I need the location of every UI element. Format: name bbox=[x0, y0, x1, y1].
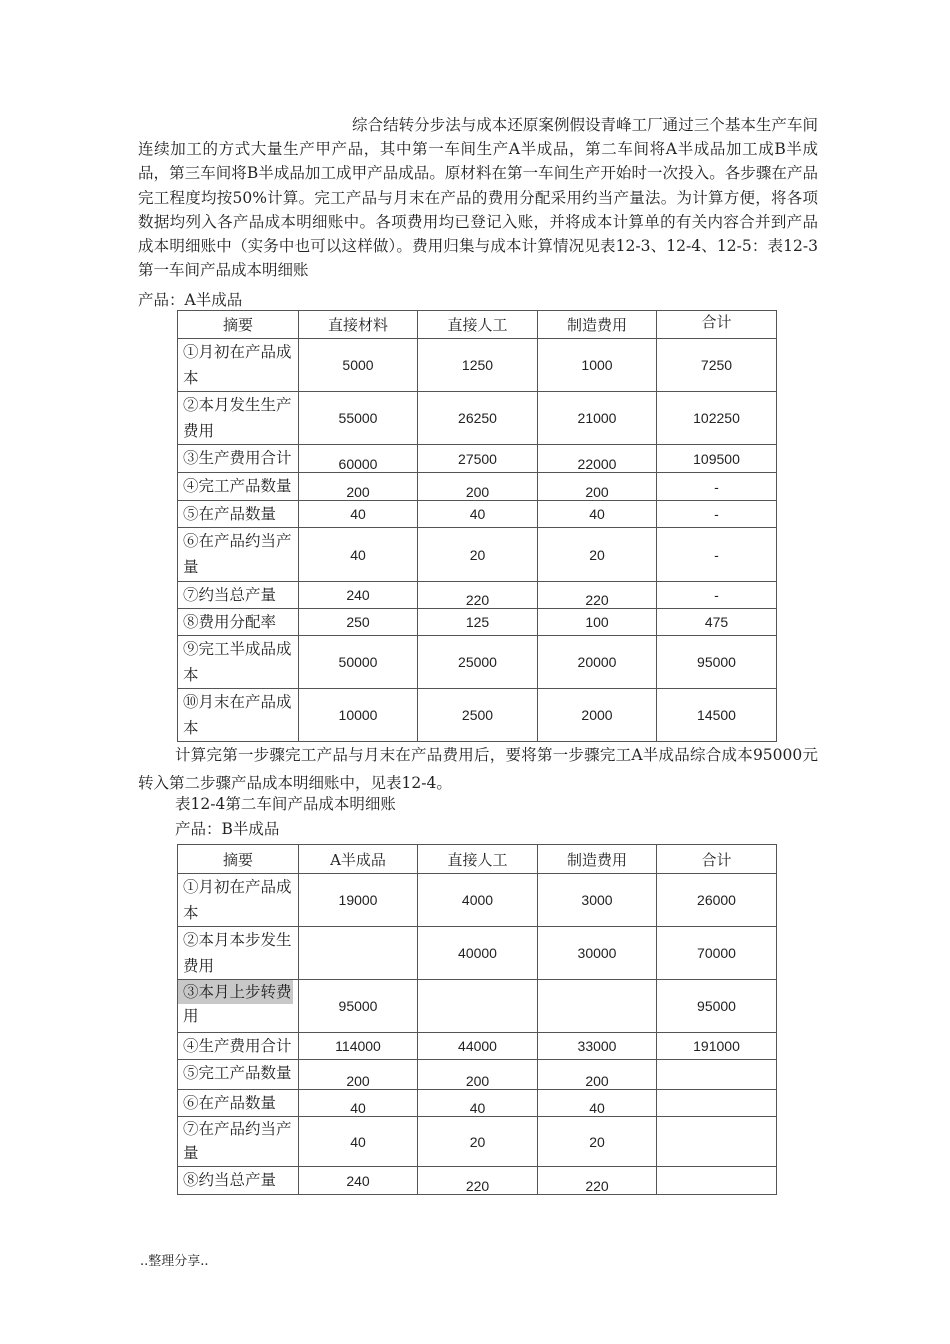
table-header-row bbox=[178, 311, 777, 339]
cell: 475 bbox=[657, 609, 777, 636]
cell: 27500 bbox=[418, 445, 538, 473]
cell: - bbox=[657, 528, 777, 582]
cell bbox=[657, 1090, 777, 1117]
cell: 20 bbox=[418, 528, 538, 582]
table-row bbox=[178, 392, 777, 445]
table2-product-label: 产品：B半成品 bbox=[175, 820, 280, 838]
table-row bbox=[178, 609, 777, 636]
cell: 220 bbox=[418, 582, 538, 609]
cell: 26000 bbox=[657, 874, 777, 927]
row-label-highlighted bbox=[178, 980, 299, 1033]
cell: 200 bbox=[299, 1060, 418, 1090]
row-label: ①月初在产品成本 bbox=[178, 339, 299, 392]
table-row bbox=[178, 473, 777, 501]
cell: 40 bbox=[299, 1117, 418, 1167]
row-label: ⑤完工产品数量 bbox=[178, 1060, 299, 1090]
row-label: ⑤在产品数量 bbox=[178, 501, 299, 528]
table-row bbox=[178, 445, 777, 473]
row-label: ⑩月末在产品成本 bbox=[178, 689, 299, 742]
table-row bbox=[178, 1090, 777, 1117]
cell: 40000 bbox=[418, 927, 538, 980]
cell: 1000 bbox=[538, 339, 657, 392]
cell: 55000 bbox=[299, 392, 418, 445]
header-cell: 摘要 bbox=[178, 845, 299, 874]
table-row bbox=[178, 689, 777, 742]
cell: 1250 bbox=[418, 339, 538, 392]
cell: 20 bbox=[538, 1117, 657, 1167]
cell: 2500 bbox=[418, 689, 538, 742]
cell: 20000 bbox=[538, 636, 657, 689]
cell: 44000 bbox=[418, 1033, 538, 1060]
table-row bbox=[178, 636, 777, 689]
cell: 95000 bbox=[657, 636, 777, 689]
cell bbox=[657, 1117, 777, 1167]
cell: 70000 bbox=[657, 927, 777, 980]
cell: 4000 bbox=[418, 874, 538, 927]
cell: 114000 bbox=[299, 1033, 418, 1060]
cell: 21000 bbox=[538, 392, 657, 445]
cell: 240 bbox=[299, 582, 418, 609]
cell: 200 bbox=[299, 473, 418, 501]
cell: 33000 bbox=[538, 1033, 657, 1060]
table-row bbox=[178, 874, 777, 927]
table-row bbox=[178, 980, 777, 1033]
cell bbox=[657, 1060, 777, 1090]
header-cell: 摘要 bbox=[178, 311, 299, 339]
cell: 14500 bbox=[657, 689, 777, 742]
cell: 200 bbox=[418, 473, 538, 501]
cell: 5000 bbox=[299, 339, 418, 392]
cell: 7250 bbox=[657, 339, 777, 392]
cell: 220 bbox=[538, 582, 657, 609]
cell: 95000 bbox=[657, 980, 777, 1033]
cell: 240 bbox=[299, 1167, 418, 1195]
cell: 102250 bbox=[657, 392, 777, 445]
cell: 20 bbox=[418, 1117, 538, 1167]
row-label: ①月初在产品成本 bbox=[178, 874, 299, 927]
cell: 125 bbox=[418, 609, 538, 636]
header-cell: 直接人工 bbox=[418, 311, 538, 339]
row-label: ②本月本步发生费用 bbox=[178, 927, 299, 980]
cell: 3000 bbox=[538, 874, 657, 927]
row-label: ⑥在产品约当产量 bbox=[178, 528, 299, 582]
row-label: ②本月发生生产费用 bbox=[178, 392, 299, 445]
cell bbox=[418, 980, 538, 1033]
cell: 26250 bbox=[418, 392, 538, 445]
cell: 191000 bbox=[657, 1033, 777, 1060]
row-label: ⑦约当总产量 bbox=[178, 582, 299, 609]
cell: 25000 bbox=[418, 636, 538, 689]
cell: 19000 bbox=[299, 874, 418, 927]
cell: 40 bbox=[299, 1090, 418, 1117]
header-cell: 制造费用 bbox=[538, 311, 657, 339]
cell: 40 bbox=[538, 1090, 657, 1117]
cell: 10000 bbox=[299, 689, 418, 742]
table-row bbox=[178, 582, 777, 609]
table-row bbox=[178, 1167, 777, 1195]
table1-product-label: 产品：A半成品 bbox=[138, 291, 243, 309]
row-label: ④生产费用合计 bbox=[178, 1033, 299, 1060]
table-header-row bbox=[178, 845, 777, 874]
transfer-paragraph: 计算完第一步骤完工产品与月末在产品费用后，要将第一步骤完工A半成品综合成本95000元转入第二步骤产品成本明细账中，见表12-4。 bbox=[138, 746, 818, 792]
cell: 30000 bbox=[538, 927, 657, 980]
intro-paragraph: 综合结转分步法与成本还原案例假设青峰工厂通过三个基本生产车间连续加工的方式大量生产甲产品，其中第一车间生产A半成品，第二车间将A半成品加工成B半成品，第三车间将B半成品加工成甲产品成品。原材料在第一车间生产开始时一次投入。各步骤在产品完工程度均按50%计算。完工产品与月末在产品的费用分配采用约当产量法。为计算方便，将各项数据均列入各产品成本明细账中。各项费用均已登记入账，并将成本计算单的有关内容合并到产品成本明细账中（实务中也可以这样做）。费用归集与成本计算情况见表12-3、12-4、12-5：表12-3第一车间产品成本明细账 bbox=[138, 116, 818, 280]
row-label-text: ③本月上步转费用 bbox=[183, 983, 292, 1025]
cell: 40 bbox=[418, 501, 538, 528]
cell: 95000 bbox=[299, 980, 418, 1033]
header-cell: 合计 bbox=[657, 845, 777, 874]
footer-note: ..整理分享.. bbox=[140, 1254, 209, 1269]
cell bbox=[538, 980, 657, 1033]
cell: 250 bbox=[299, 609, 418, 636]
table-row bbox=[178, 528, 777, 582]
cell: 40 bbox=[299, 501, 418, 528]
header-cell: 制造费用 bbox=[538, 845, 657, 874]
cell: 50000 bbox=[299, 636, 418, 689]
cell: - bbox=[657, 501, 777, 528]
table-row bbox=[178, 1060, 777, 1090]
table-12-4 bbox=[177, 844, 777, 1195]
cell: 20 bbox=[538, 528, 657, 582]
row-label: ③生产费用合计 bbox=[178, 445, 299, 473]
cell: 22000 bbox=[538, 445, 657, 473]
cell: 40 bbox=[538, 501, 657, 528]
table-row bbox=[178, 1117, 777, 1167]
table2-caption: 表12-4第二车间产品成本明细账 bbox=[175, 795, 396, 813]
cell: 109500 bbox=[657, 445, 777, 473]
row-label: ⑧费用分配率 bbox=[178, 609, 299, 636]
cell bbox=[299, 927, 418, 980]
cell: 2000 bbox=[538, 689, 657, 742]
cell: 40 bbox=[299, 528, 418, 582]
cell: 200 bbox=[418, 1060, 538, 1090]
table-row bbox=[178, 927, 777, 980]
cell: 100 bbox=[538, 609, 657, 636]
cell: 220 bbox=[418, 1167, 538, 1195]
header-cell: 合计 bbox=[657, 311, 777, 339]
row-label: ⑥在产品数量 bbox=[178, 1090, 299, 1117]
header-cell: 直接材料 bbox=[299, 311, 418, 339]
table-12-3 bbox=[177, 310, 777, 742]
cell: 60000 bbox=[299, 445, 418, 473]
row-label: ⑧约当总产量 bbox=[178, 1167, 299, 1195]
row-label: ⑦在产品约当产量 bbox=[178, 1117, 299, 1167]
table-row bbox=[178, 1033, 777, 1060]
cell: - bbox=[657, 473, 777, 501]
cell: 200 bbox=[538, 473, 657, 501]
cell: - bbox=[657, 582, 777, 609]
cell: 220 bbox=[538, 1167, 657, 1195]
header-cell: A半成品 bbox=[299, 845, 418, 874]
table-row bbox=[178, 339, 777, 392]
cell: 200 bbox=[538, 1060, 657, 1090]
row-label: ⑨完工半成品成本 bbox=[178, 636, 299, 689]
cell: 40 bbox=[418, 1090, 538, 1117]
table-row bbox=[178, 501, 777, 528]
row-label: ④完工产品数量 bbox=[178, 473, 299, 501]
cell bbox=[657, 1167, 777, 1195]
header-cell: 直接人工 bbox=[418, 845, 538, 874]
